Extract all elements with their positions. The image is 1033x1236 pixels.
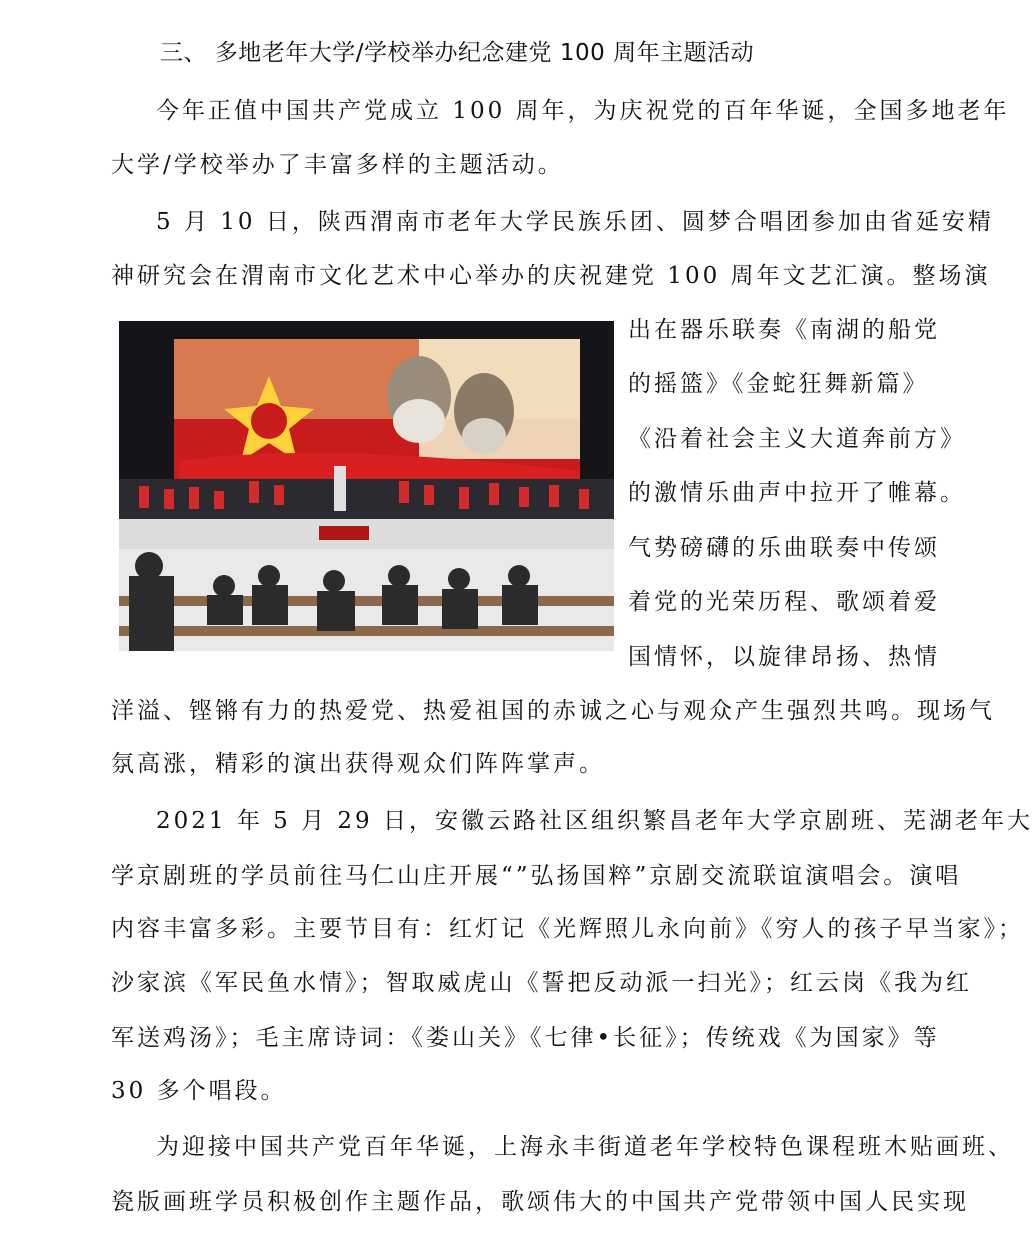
text-line: 大学/学校举办了丰富多样的主题活动。	[111, 152, 564, 178]
text-line: 2021 年 5 月 29 日，安徽云路社区组织繁昌老年大学京剧班、芜湖老年大	[156, 808, 1033, 834]
text-line: 洋溢、铿锵有力的热爱党、热爱祖国的赤诚之心与观众产生强烈共鸣。现场气	[111, 698, 995, 724]
text-line: 的摇篮》《金蛇狂舞新篇》	[628, 371, 929, 397]
text-line: 的激情乐曲声中拉开了帷幕。	[628, 480, 966, 506]
text-line: 军送鸡汤》；毛主席诗词：《娄山关》《七律•长征》；传统戏《为国家》等	[111, 1025, 940, 1051]
text-line: 30 多个唱段。	[111, 1078, 287, 1104]
text-line: 出在器乐联奏《南湖的船党	[628, 317, 940, 343]
text-line: 神研究会在渭南市文化艺术中心举办的庆祝建党 100 周年文艺汇演。整场演	[111, 263, 991, 289]
text-line: 国情怀，以旋律昂扬、热情	[628, 644, 940, 670]
section-heading: 三、 多地老年大学/学校举办纪念建党 100 周年主题活动	[160, 40, 755, 66]
orchestra-performance-image	[119, 321, 614, 651]
text-line: 为迎接中国共产党百年华诞，上海永丰街道老年学校特色课程班木贴画班、	[156, 1134, 1014, 1160]
text-line: 着党的光荣历程、歌颂着爱	[628, 589, 940, 615]
text-line: 瓷版画班学员积极创作主题作品，歌颂伟大的中国共产党带领中国人民实现	[111, 1189, 969, 1215]
text-line: 《沿着社会主义大道奔前方》	[628, 426, 966, 452]
text-line: 学京剧班的学员前往马仁山庄开展“”弘扬国粹”京剧交流联谊演唱会。演唱	[111, 863, 962, 889]
text-line: 沙家滨《军民鱼水情》；智取威虎山《誓把反动派一扫光》；红云岗《我为红	[111, 970, 972, 996]
text-line: 气势磅礴的乐曲联奏中传颂	[628, 535, 940, 561]
text-line: 氛高涨，精彩的演出获得观众们阵阵掌声。	[111, 751, 605, 777]
text-line: 内容丰富多彩。主要节目有：红灯记《光辉照儿永向前》《穷人的孩子早当家》；	[111, 916, 1024, 942]
text-line: 5 月 10 日，陕西渭南市老年大学民族乐团、圆梦合唱团参加由省延安精	[156, 209, 994, 235]
concert-photo	[119, 321, 614, 651]
text-line: 今年正值中国共产党成立 100 周年，为庆祝党的百年华诞，全国多地老年	[156, 98, 1010, 124]
